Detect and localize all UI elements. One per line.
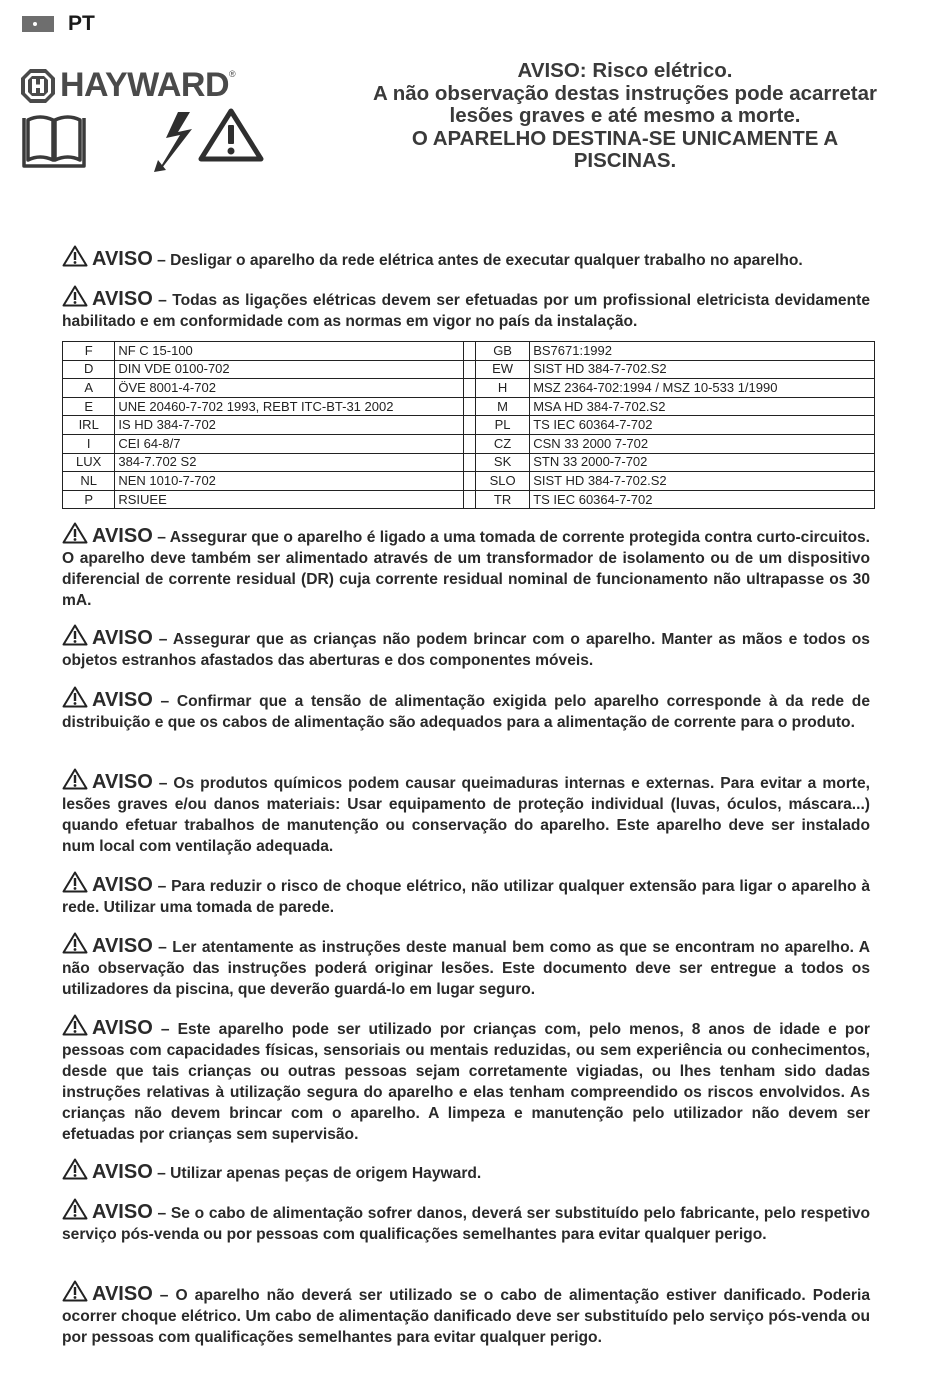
registered-mark: ® — [229, 68, 236, 79]
warning-text: – Todas as ligações elétricas devem ser efetuadas por um profissional eletricista devidamente habilitado e em conformidade com as normas em vigor no país da instalação. — [62, 292, 870, 330]
table-row — [63, 379, 875, 398]
warning-4 — [62, 624, 870, 671]
warning-12 — [62, 1280, 870, 1348]
norm-cell: STN 33 2000-7-702 — [530, 453, 875, 472]
country-code-cell: M — [475, 397, 529, 416]
warning-label: AVISO — [92, 874, 153, 896]
warning-triangle-icon — [62, 1198, 88, 1220]
warning-text: – Este aparelho pode ser utilizado por crianças com, pelo menos, 8 anos de idade e por pessoas com capacidades físicas, sensoriais ou mentais reduzidas, ou sem experiência ou conhecimentos, desde que tais crianças ou outras pessoas sejam corretamente vigiadas, ou lhes tenham sido dadas instruções relativas à utilização segura do aparelho e elas tenham compreendido os riscos envolvidos. As crianças não devem brincar com o aparelho. A limpeza e manutenção pelo utilizador não devem ser efetuadas por crianças sem supervisão. — [62, 1021, 870, 1143]
warning-label: AVISO — [92, 627, 153, 649]
warning-text: – Ler atentamente as instruções deste manual bem como as que se encontram no aparelho. A não observação das instruções poderá originar lesões. Este documento deve ser entregue a todos os utilizadores da piscina, que deverão guardá-lo em lugar seguro. — [62, 939, 870, 998]
norm-cell: MSA HD 384-7-702.S2 — [530, 397, 875, 416]
table-row — [63, 453, 875, 472]
table-row — [63, 434, 875, 453]
norm-cell: 384-7.702 S2 — [115, 453, 463, 472]
country-code-cell: H — [475, 379, 529, 398]
electric-hazard-icon — [154, 112, 192, 172]
table-row — [63, 416, 875, 435]
norm-cell: RSIUEE — [115, 490, 463, 509]
warning-2 — [62, 285, 870, 332]
warning-text: – Os produtos químicos podem causar queimaduras internas e externas. Para evitar a morte, lesões graves e/ou danos materiais: Usar equipamento de proteção individual (luvas, óculos, máscara...) quando efetuar trabalhos de manutenção ou conservação do aparelho. Este aparelho deve ser instalado num local com ventilação adequada. — [62, 775, 870, 855]
country-code-cell: P — [63, 490, 115, 509]
norm-cell: BS7671:1992 — [530, 342, 875, 361]
country-code-cell: IRL — [63, 416, 115, 435]
norm-cell: IS HD 384-7-702 — [115, 416, 463, 435]
warning-text: – Desligar o aparelho da rede elétrica antes de executar qualquer trabalho no aparelho. — [157, 252, 803, 269]
warning-triangle-icon — [62, 624, 88, 646]
warning-text: – Confirmar que a tensão de alimentação exigida pelo aparelho corresponde à da rede de distribuição e que os cabos de alimentação são adequados para a alimentação de corrente para o produto. — [62, 693, 870, 731]
warning-text: – Assegurar que as crianças não podem brincar com o aparelho. Manter as mãos e todos os objetos estranhos afastados das aberturas e dos componentes móveis. — [62, 631, 870, 669]
country-code-cell: I — [63, 434, 115, 453]
warning-label: AVISO — [92, 1201, 153, 1223]
country-code-cell: PL — [475, 416, 529, 435]
warning-triangle-icon — [62, 1280, 88, 1302]
warning-text: – Para reduzir o risco de choque elétrico, não utilizar qualquer extensão para ligar o aparelho à rede. Utilizar uma tomada de parede. — [62, 878, 870, 916]
warning-triangle-icon — [62, 768, 88, 790]
hayward-emblem-icon — [20, 68, 56, 104]
warning-label: AVISO — [92, 689, 153, 711]
country-code-cell: GB — [475, 342, 529, 361]
norm-cell: SIST HD 384-7-702.S2 — [530, 472, 875, 491]
table-row — [63, 397, 875, 416]
header-line-5: PISCINAS. — [573, 149, 677, 172]
country-code-cell: A — [63, 379, 115, 398]
manual-book-icon — [24, 117, 84, 166]
brand-name: HAYWARD — [60, 66, 230, 104]
column-gap — [463, 397, 475, 416]
warning-triangle-icon — [201, 111, 261, 159]
column-gap — [463, 360, 475, 379]
warning-1 — [62, 245, 870, 271]
warning-9 — [62, 1014, 870, 1145]
header-line-1: AVISO: Risco elétrico. — [517, 59, 733, 82]
country-code-cell: LUX — [63, 453, 115, 472]
table-row — [63, 490, 875, 509]
country-code-cell: D — [63, 360, 115, 379]
warning-11 — [62, 1198, 870, 1245]
norm-cell: CSN 33 2000 7-702 — [530, 434, 875, 453]
warning-label: AVISO — [92, 1283, 153, 1305]
norm-cell: DIN VDE 0100-702 — [115, 360, 463, 379]
warning-triangle-icon — [62, 686, 88, 708]
column-gap — [463, 472, 475, 491]
table-row — [63, 360, 875, 379]
norm-cell: CEI 64-8/7 — [115, 434, 463, 453]
language-code: PT — [68, 12, 95, 35]
norm-cell: NF C 15-100 — [115, 342, 463, 361]
country-code-cell: SK — [475, 453, 529, 472]
country-code-cell: EW — [475, 360, 529, 379]
norm-cell: NEN 1010-7-702 — [115, 472, 463, 491]
column-gap — [463, 416, 475, 435]
country-code-cell: NL — [63, 472, 115, 491]
norm-cell: ÖVE 8001-4-702 — [115, 379, 463, 398]
warning-label: AVISO — [92, 935, 153, 957]
column-gap — [463, 490, 475, 509]
warning-10 — [62, 1158, 870, 1184]
column-gap — [463, 379, 475, 398]
country-code-cell: TR — [475, 490, 529, 509]
norm-cell: TS IEC 60364-7-702 — [530, 416, 875, 435]
warning-label: AVISO — [92, 288, 153, 310]
warning-text: – Se o cabo de alimentação sofrer danos, deverá ser substituído pelo fabricante, pelo respetivo serviço pós-venda ou por pessoas com qualificações semelhantes para evitar qualquer perigo. — [62, 1205, 870, 1243]
language-tab — [22, 14, 95, 34]
country-code-cell: F — [63, 342, 115, 361]
warning-label: AVISO — [92, 248, 153, 270]
warning-8 — [62, 932, 870, 1000]
norm-cell: SIST HD 384-7-702.S2 — [530, 360, 875, 379]
warning-triangle-icon — [62, 932, 88, 954]
norm-cell: MSZ 2364-702:1994 / MSZ 10-533 1/1990 — [530, 379, 875, 398]
warning-triangle-icon — [62, 285, 88, 307]
warning-triangle-icon — [62, 1158, 88, 1180]
safety-icons — [20, 108, 270, 177]
column-gap — [463, 453, 475, 472]
column-gap — [463, 342, 475, 361]
table-row — [63, 342, 875, 361]
warning-triangle-icon — [62, 871, 88, 893]
country-code-cell: SLO — [475, 472, 529, 491]
warning-label: AVISO — [92, 1017, 153, 1039]
language-marker — [22, 16, 54, 32]
header-line-3: lesões graves e até mesmo a morte. — [449, 104, 801, 127]
norms-table — [62, 341, 875, 509]
warning-triangle-icon — [62, 245, 88, 267]
norm-cell: TS IEC 60364-7-702 — [530, 490, 875, 509]
warning-label: AVISO — [92, 1161, 153, 1183]
warning-text: – Utilizar apenas peças de origem Hayward. — [157, 1165, 482, 1182]
warning-triangle-icon — [62, 1014, 88, 1036]
table-row — [63, 472, 875, 491]
warning-label: AVISO — [92, 525, 153, 547]
warning-text: – O aparelho não deverá ser utilizado se o cabo de alimentação estiver danificado. Poderia ocorrer choque elétrico. Um cabo de alimentação danificado deve ser substituído pelo serviço pós-venda ou por pessoas com qualificações semelhantes para evitar qualquer perigo. — [62, 1287, 870, 1346]
column-gap — [463, 434, 475, 453]
norm-cell: UNE 20460-7-702 1993, REBT ITC-BT-31 2002 — [115, 397, 463, 416]
warning-text: – Assegurar que o aparelho é ligado a uma tomada de corrente protegida contra curto-circuitos. O aparelho deve também ser alimentado através de um transformador de isolamento ou de um dispositivo diferencial de corrente residual (DR) cuja corrente residual nominal de funcionamento não ultrapasse os 30 mA. — [62, 529, 870, 609]
header-line-4: O APARELHO DESTINA-SE UNICAMENTE A — [411, 126, 839, 150]
warning-6 — [62, 768, 870, 857]
header-line-2: A não observação destas instruções pode acarretar — [373, 81, 877, 105]
country-code-cell: E — [63, 397, 115, 416]
header-warning — [340, 60, 910, 173]
hayward-logo — [20, 66, 236, 105]
warning-triangle-icon — [62, 522, 88, 544]
warning-label: AVISO — [92, 771, 153, 793]
country-code-cell: CZ — [475, 434, 529, 453]
warning-5 — [62, 686, 870, 733]
warning-3 — [62, 522, 870, 611]
warning-7 — [62, 871, 870, 918]
